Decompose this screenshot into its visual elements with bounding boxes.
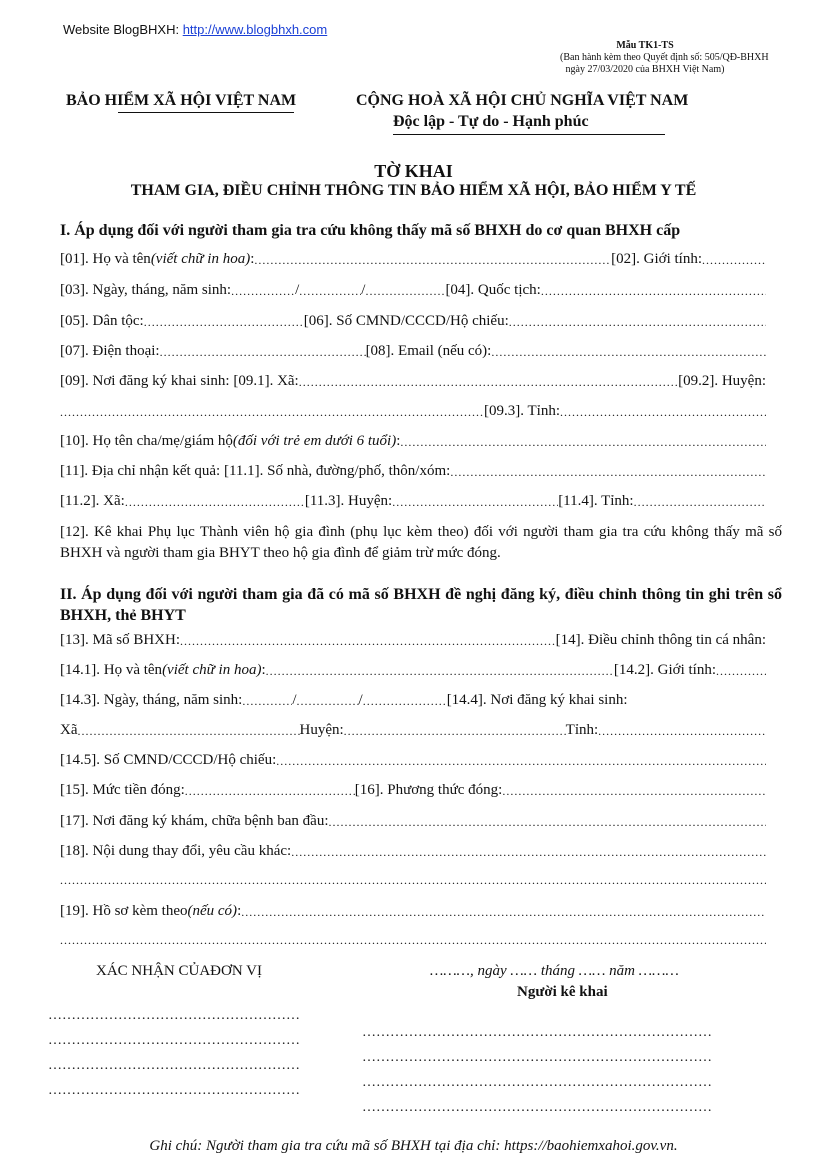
fill-16[interactable] bbox=[502, 784, 766, 799]
fill-18[interactable] bbox=[291, 845, 766, 860]
fill-15[interactable] bbox=[185, 784, 355, 799]
unit-sign-line[interactable]: ……………………………………………… bbox=[48, 1083, 300, 1098]
form-subtitle: THAM GIA, ĐIỀU CHỈNH THÔNG TIN BẢO HIỂM XÃ HỘI, BẢO HIỂM Y TẾ bbox=[130, 182, 697, 199]
declarant-sign-line[interactable]: ………………………………………………………………… bbox=[362, 1075, 712, 1090]
field-18[interactable]: [18]. Nội dung thay đổi, yêu cầu khác: ..... bbox=[60, 843, 766, 860]
fill-09-3[interactable] bbox=[560, 405, 766, 420]
fill-14-3-year[interactable] bbox=[363, 694, 447, 709]
declarant-label: Người kê khai bbox=[517, 984, 608, 1000]
field-14-3-4[interactable]: [14.3]. Ngày, tháng, năm sinh: ..... / ..... / ..... [14.4]. Nơi đăng ký khai sinh: bbox=[60, 692, 766, 709]
field-14-1-2[interactable]: [14.1]. Họ và tên (viết chữ in hoa) : ..... [14.2]. Giới tính: ..... bbox=[60, 662, 766, 679]
org-underline bbox=[118, 112, 294, 113]
fill-11-3[interactable] bbox=[392, 495, 558, 510]
field-11-cont[interactable]: [11.2]. Xã: ..... [11.3]. Huyện: ..... [11.4]. Tỉnh: ..... bbox=[60, 493, 766, 510]
form-code-block bbox=[560, 40, 769, 76]
fill-05[interactable] bbox=[144, 315, 304, 330]
fill-14-4-tinh[interactable] bbox=[598, 724, 766, 739]
fill-14-3-month[interactable] bbox=[297, 694, 359, 709]
form-code: Mẫu TK1-TS bbox=[616, 40, 674, 51]
national-motto: Độc lập - Tự do - Hạnh phúc bbox=[393, 113, 589, 130]
field-19[interactable]: [19]. Hồ sơ kèm theo (nếu có) : ..... bbox=[60, 903, 766, 920]
org-name: BẢO HIỂM XÃ HỘI VIỆT NAM bbox=[66, 92, 297, 109]
field-01-02[interactable]: [01]. Họ và tên (viết chữ in hoa) : ..... [02]. Giới tính: ..... bbox=[60, 251, 766, 268]
form-title: TỜ KHAI bbox=[374, 161, 453, 181]
fill-03-month[interactable] bbox=[299, 284, 361, 299]
field-14-5[interactable]: [14.5]. Số CMND/CCCD/Hộ chiếu: ..... bbox=[60, 752, 766, 769]
fill-13[interactable] bbox=[180, 634, 556, 649]
field-14-4-address[interactable]: Xã ..... Huyện: ..... Tỉnh: ..... bbox=[60, 722, 766, 739]
declarant-sign-line[interactable]: ………………………………………………………………… bbox=[362, 1025, 712, 1040]
fill-11-4[interactable] bbox=[634, 495, 766, 510]
fill-14-4-huyen[interactable] bbox=[344, 724, 566, 739]
field-09-cont[interactable]: ..... [09.3]. Tỉnh: ..... bbox=[60, 403, 766, 420]
declaration-date: ………, ngày …… tháng …… năm ……… bbox=[430, 963, 679, 979]
declarant-sign-line[interactable]: ………………………………………………………………… bbox=[362, 1100, 712, 1115]
fill-19[interactable] bbox=[241, 905, 766, 920]
fill-07[interactable] bbox=[160, 345, 366, 360]
fill-19-cont[interactable] bbox=[60, 933, 766, 948]
fill-06[interactable] bbox=[509, 315, 766, 330]
fill-01[interactable] bbox=[254, 253, 611, 268]
section-1-heading: I. Áp dụng đối với người tham gia tra cứu không thấy mã số BHXH do cơ quan BHXH cấp bbox=[60, 222, 681, 239]
footer-note: Ghi chú: Người tham gia tra cứu mã số BHXH tại địa chỉ: https://baohiemxahoi.gov.vn. bbox=[149, 1138, 678, 1154]
field-10[interactable]: [10]. Họ tên cha/mẹ/giám hộ (đối với trẻ em dưới 6 tuổi) : ..... bbox=[60, 433, 766, 450]
field-03-04[interactable]: [03]. Ngày, tháng, năm sinh: ..... / ..... / ..... [04]. Quốc tịch: ..... bbox=[60, 282, 766, 299]
form-issued-date: ngày 27/03/2020 của BHXH Việt Nam) bbox=[565, 64, 725, 75]
fill-09-2[interactable] bbox=[60, 405, 484, 420]
fill-14-4-xa[interactable] bbox=[78, 724, 300, 739]
fill-09-1[interactable] bbox=[299, 375, 678, 390]
field-07-08[interactable]: [07]. Điện thoại: ..... [08]. Email (nếu có): ..... bbox=[60, 343, 766, 360]
field-13-14[interactable]: [13]. Mã số BHXH: ..... [14]. Điều chỉnh thông tin cá nhân: bbox=[60, 632, 766, 649]
field-18-cont[interactable] bbox=[60, 873, 766, 888]
motto-underline bbox=[393, 134, 665, 135]
fill-04[interactable] bbox=[541, 284, 766, 299]
fill-14-2[interactable] bbox=[716, 664, 766, 679]
fill-10[interactable] bbox=[400, 435, 766, 450]
fill-17[interactable] bbox=[329, 815, 767, 830]
form-issued: (Ban hành kèm theo Quyết định số: 505/QĐ-BHXH bbox=[560, 52, 769, 63]
fill-11-1[interactable] bbox=[450, 465, 766, 480]
fill-11-2[interactable] bbox=[125, 495, 305, 510]
field-15-16[interactable]: [15]. Mức tiền đóng: ..... [16]. Phương thức đóng: ..... bbox=[60, 782, 766, 799]
website-label: Website BlogBHXH: http://www.blogbhxh.com bbox=[63, 22, 328, 37]
field-17[interactable]: [17]. Nơi đăng ký khám, chữa bệnh ban đầu: ..... bbox=[60, 813, 766, 830]
nation-name: CỘNG HOÀ XÃ HỘI CHỦ NGHĨA VIỆT NAM bbox=[356, 92, 689, 109]
declarant-sign-line[interactable]: ………………………………………………………………… bbox=[362, 1050, 712, 1065]
fill-03-day[interactable] bbox=[231, 284, 295, 299]
fill-14-3-day[interactable] bbox=[242, 694, 292, 709]
field-12: [12]. Kê khai Phụ lục Thành viên hộ gia đình (phụ lục kèm theo) đối với người tham gia tra cứu không thấy mã số BHXH và người tham gia BHYT theo hộ gia đình để giảm trừ mức đóng. bbox=[60, 524, 782, 561]
unit-sign-line[interactable]: ……………………………………………… bbox=[48, 1033, 300, 1048]
fill-14-5[interactable] bbox=[276, 754, 766, 769]
field-11[interactable]: [11]. Địa chỉ nhận kết quả: [11.1]. Số nhà, đường/phố, thôn/xóm: ..... bbox=[60, 463, 766, 480]
field-09[interactable]: [09]. Nơi đăng ký khai sinh: [09.1]. Xã: ..... [09.2]. Huyện: bbox=[60, 373, 766, 390]
fill-08[interactable] bbox=[491, 345, 766, 360]
field-05-06[interactable]: [05]. Dân tộc: ..... [06]. Số CMND/CCCD/Hộ chiếu: ..... bbox=[60, 313, 766, 330]
field-19-cont[interactable] bbox=[60, 933, 766, 948]
website-link[interactable]: http://www.blogbhxh.com bbox=[182, 22, 328, 37]
fill-14-1[interactable] bbox=[266, 664, 614, 679]
unit-sign-line[interactable]: ……………………………………………… bbox=[48, 1058, 300, 1073]
fill-02[interactable] bbox=[702, 253, 766, 268]
unit-confirmation-label: XÁC NHẬN CỦAĐƠN VỊ bbox=[96, 963, 262, 979]
unit-sign-line[interactable]: ……………………………………………… bbox=[48, 1008, 300, 1023]
fill-03-year[interactable] bbox=[365, 284, 445, 299]
fill-18-cont[interactable] bbox=[60, 873, 766, 888]
section-2-heading: II. Áp dụng đối với người tham gia đã có mã số BHXH đề nghị đăng ký, điều chỉnh thông tin ghi trên sổ BHXH, thẻ BHYT bbox=[60, 586, 782, 624]
